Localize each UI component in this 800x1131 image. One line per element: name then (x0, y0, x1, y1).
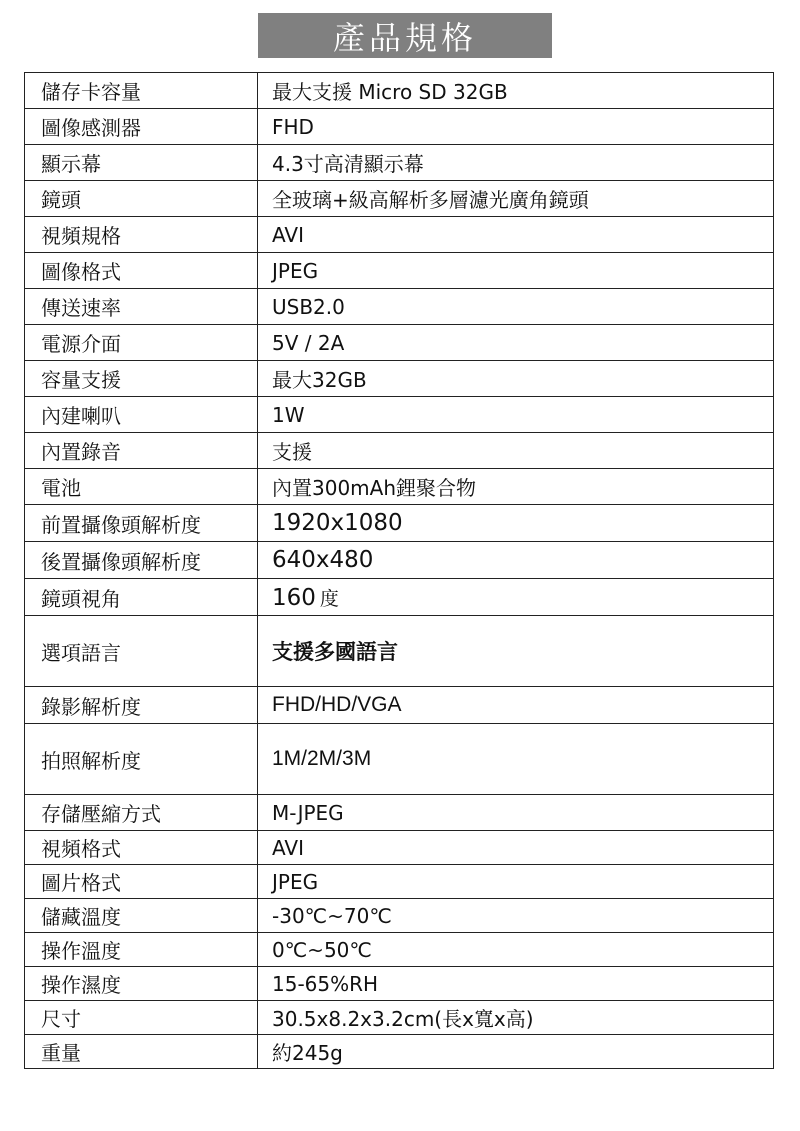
spec-value: 4.3寸高清顯示幕 (258, 145, 774, 181)
spec-value: 5V / 2A (258, 325, 774, 361)
spec-value: 支援 (258, 433, 774, 469)
spec-value: 約245g (258, 1035, 774, 1069)
spec-value: 全玻璃+級高解析多層濾光廣角鏡頭 (258, 181, 774, 217)
spec-label: 圖片格式 (25, 865, 258, 899)
table-row (25, 325, 774, 361)
table-row (25, 687, 774, 724)
spec-value: JPEG (258, 865, 774, 899)
table-row (25, 469, 774, 505)
page-title: 產品規格 (258, 13, 552, 58)
table-row (25, 361, 774, 397)
spec-label: 視頻規格 (25, 217, 258, 253)
spec-label: 拍照解析度 (25, 724, 258, 795)
spec-label: 操作溫度 (25, 933, 258, 967)
table-row (25, 1035, 774, 1069)
spec-value: M-JPEG (258, 795, 774, 831)
table-row (25, 795, 774, 831)
spec-value: FHD/HD/VGA (258, 687, 774, 724)
spec-label: 儲存卡容量 (25, 73, 258, 109)
table-row (25, 433, 774, 469)
spec-value: 最大32GB (258, 361, 774, 397)
table-row (25, 933, 774, 967)
spec-value: AVI (258, 217, 774, 253)
spec-value: 1M/2M/3M (258, 724, 774, 795)
spec-label: 內置錄音 (25, 433, 258, 469)
spec-value: 30.5x8.2x3.2cm(長x寬x高) (258, 1001, 774, 1035)
table-row (25, 967, 774, 1001)
spec-value: 1920x1080 (258, 505, 774, 542)
spec-label: 錄影解析度 (25, 687, 258, 724)
spec-label: 後置攝像頭解析度 (25, 542, 258, 579)
table-row (25, 217, 774, 253)
spec-value: 640x480 (258, 542, 774, 579)
spec-value: 15-65%RH (258, 967, 774, 1001)
table-row (25, 289, 774, 325)
table-row (25, 542, 774, 579)
table-row (25, 145, 774, 181)
spec-value: 0℃~50℃ (258, 933, 774, 967)
spec-label: 尺寸 (25, 1001, 258, 1035)
spec-label: 電源介面 (25, 325, 258, 361)
spec-table (24, 72, 774, 1069)
table-row (25, 616, 774, 687)
spec-label: 傳送速率 (25, 289, 258, 325)
table-row (25, 505, 774, 542)
spec-value: 內置300mAh鋰聚合物 (258, 469, 774, 505)
spec-label: 容量支援 (25, 361, 258, 397)
viewing-angle-unit: 度 (319, 587, 339, 610)
spec-label: 視頻格式 (25, 831, 258, 865)
table-row (25, 1001, 774, 1035)
table-row (25, 724, 774, 795)
spec-value: AVI (258, 831, 774, 865)
table-row (25, 181, 774, 217)
spec-label: 圖像格式 (25, 253, 258, 289)
spec-label: 前置攝像頭解析度 (25, 505, 258, 542)
spec-label: 選項語言 (25, 616, 258, 687)
spec-value: USB2.0 (258, 289, 774, 325)
table-row (25, 865, 774, 899)
spec-label: 重量 (25, 1035, 258, 1069)
table-row (25, 899, 774, 933)
spec-value: -30℃~70℃ (258, 899, 774, 933)
spec-label: 顯示幕 (25, 145, 258, 181)
spec-label: 圖像感測器 (25, 109, 258, 145)
spec-label: 存儲壓縮方式 (25, 795, 258, 831)
table-row (25, 579, 774, 616)
spec-value: JPEG (258, 253, 774, 289)
table-row (25, 253, 774, 289)
spec-label: 內建喇叭 (25, 397, 258, 433)
spec-value: 支援多國語言 (258, 616, 774, 687)
table-row (25, 73, 774, 109)
spec-value: 最大支援 Micro SD 32GB (258, 73, 774, 109)
table-row (25, 397, 774, 433)
viewing-angle-number: 160 (272, 584, 316, 611)
spec-label: 儲藏溫度 (25, 899, 258, 933)
spec-value: FHD (258, 109, 774, 145)
spec-label: 電池 (25, 469, 258, 505)
spec-value (258, 579, 774, 616)
spec-label: 鏡頭 (25, 181, 258, 217)
spec-label: 操作濕度 (25, 967, 258, 1001)
table-row (25, 109, 774, 145)
spec-value: 1W (258, 397, 774, 433)
spec-label: 鏡頭視角 (25, 579, 258, 616)
table-row (25, 831, 774, 865)
